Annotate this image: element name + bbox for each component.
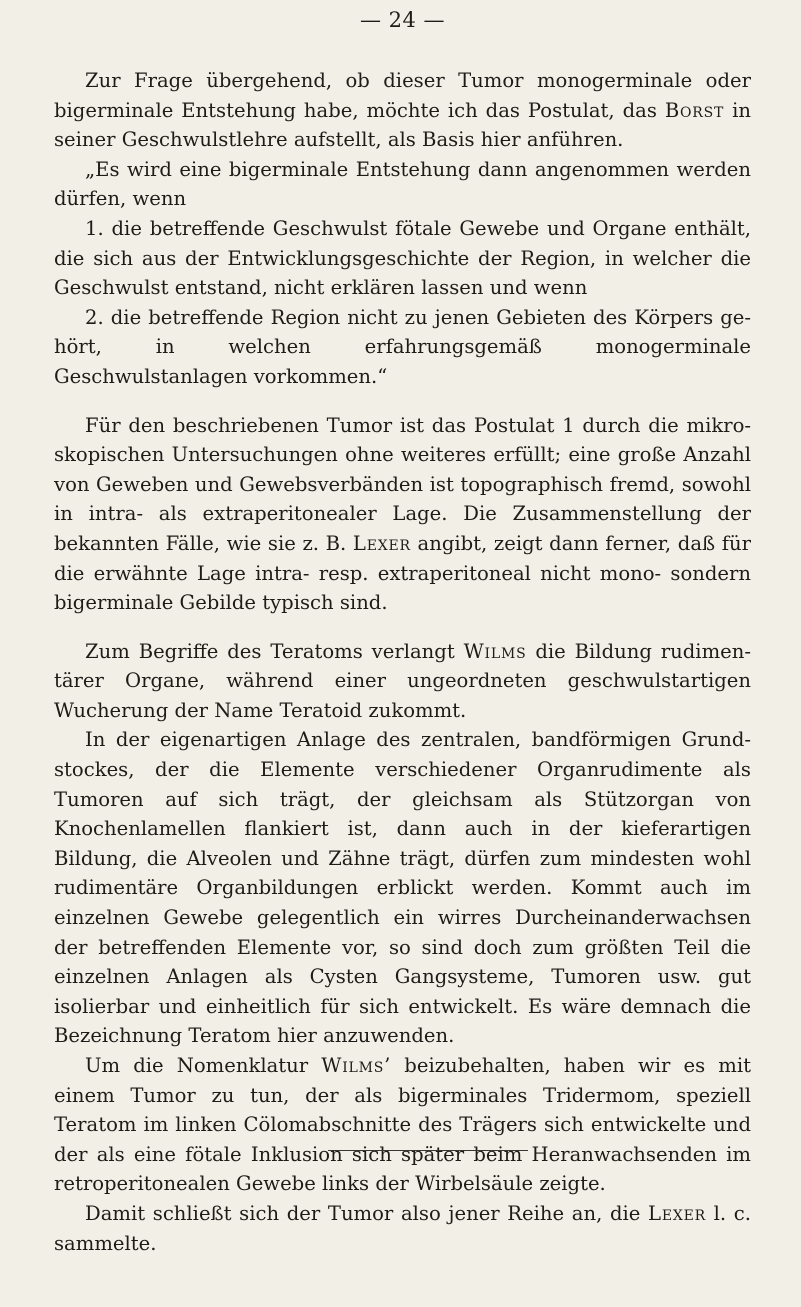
author-name-borst: Borst [664,98,725,122]
text-run: Zum Begriffe des Teratoms verlangt [85,639,464,663]
author-name-lexer: Lexer [648,1201,706,1225]
paragraph-teratoma-definition [54,637,751,726]
document-page [54,0,751,1307]
paragraph-nomenclature [54,1051,751,1199]
text-run: beizubehalten, haben wir es mit einem Tumor zu tun, der als bigerminales Tridermom, speziell Teratom im linken Cölomabschnitte des Trägers sich entwickelte und der als eine fötale Inklusion sich später beim Heranwachsenden im retroperitonealen Gewebe links der Wirbelsäule zeigte. [54,1054,751,1196]
page-header: — 24 — [359,8,446,32]
text-run: in seiner Geschwulstlehre aufstellt, als Basis hier anführen. [54,98,751,152]
author-name-wilms: Wilms [463,639,527,663]
text-run: die Bildung rudimentärer Organe, während einer ungeordneten geschwulstartigen Wucherung der Name Teratoid zukommt. [54,639,751,722]
text-run: Zur Frage übergehend, ob dieser Tumor monogerminale oder bigerminale Entstehung habe, möchte ich das Postulat, das [54,69,751,122]
text-run: Um die Nomenklatur [85,1054,322,1077]
author-name-lexer: Lexer [352,531,411,555]
text-run: l. c. sammelte. [54,1201,751,1255]
paragraph-condition-2: 2. die betreffende Region nicht zu jenen Gebieten des Körpers gehört, in welchen erfahrungsgemäß monogerminale Geschwulstanlagen vorkommen.“ [54,305,751,388]
paragraph-organ-rudiments: In der eigenartigen Anlage des zentralen, bandförmigen Grundstockes, der die Elemente verschiedener Organrudimente als Tumoren auf sich trägt, der gleichsam als Stützorgan von Knochenlamellen flankiert ist, dann auch in der kieferartigen Bildung, die Alveolen und Zähne trägt, dürfen zum mindesten wohl rudimentäre Organbildungen erblickt werden. Kommt auch im einzelnen Gewebe gelegentlich ein wirres Durcheinanderwachsen der betreffenden Elemente vor, so sind doch zum größten Teil die einzelnen Anlagen als Cysten Gangsysteme, Tumoren usw. gut isolierbar und einheitlich für sich entwickelt. Es wäre demnach die Bezeichnung Teratom hier anzuwenden. [54,728,751,1048]
paragraph-postulate-intro [54,66,751,155]
body-text [54,66,751,1258]
text-run: Damit schließt sich der Tumor also jener Reihe an, die [85,1201,649,1225]
author-name-wilms: Wilms’ [321,1054,392,1077]
paragraph-condition-1: 1. die betreffende Geschwulst fötale Gewebe und Organe enthält, die sich aus der Entwicklungsgeschichte der Region, in welcher die Geschwulst entstand, nicht erklären lassen und wenn [54,216,751,300]
paragraph-quote-start: „Es wird eine bigerminale Entstehung dann angenommen werden dürfen, wenn [54,157,751,211]
paragraph-conclusion [54,1199,751,1258]
text-run: angibt, zeigt dann ferner, daß für die erwähnte Lage intra- resp. extraperitoneal nicht mono- sondern bigerminale Gebilde typisch sind. [54,531,751,615]
text-run: Für den beschriebenen Tumor ist das Postulat 1 durch die mikroskopischen Untersuchungen ohne weiteres erfüllt; eine große Anzahl von Geweben und Gewebsverbänden ist topographisch fremd, sowohl in intra- als extraperitonealer Lage. Die Zusammenstellung der bekannten Fälle, wie sie z. B. [54,413,751,555]
paragraph-postulate-fulfilled [54,411,751,618]
section-end-rule [328,1150,528,1151]
